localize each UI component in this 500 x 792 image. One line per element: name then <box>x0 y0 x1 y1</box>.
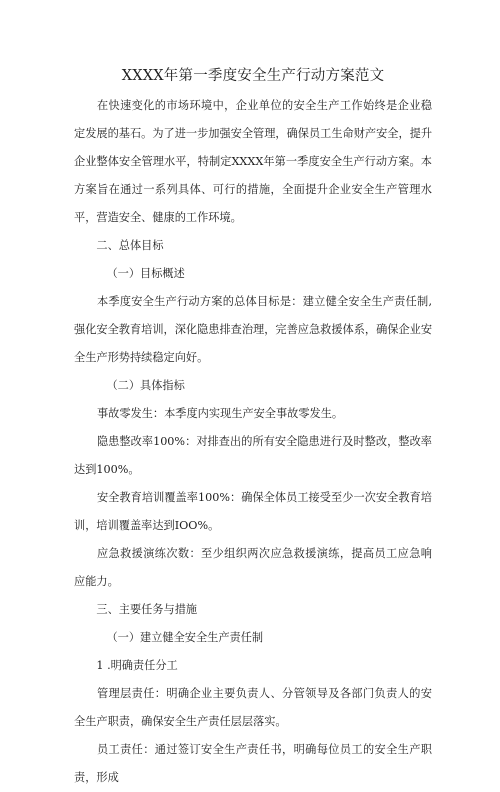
management-responsibility-paragraph: 管理层责任：明确企业主要负责人、分管领导及各部门负责人的安全生产职责，确保安全生产责任层层落实。 <box>74 687 432 728</box>
employee-responsibility-paragraph: 员工责任：通过签订安全生产责任书，明确每位员工的安全生产职责，形成 <box>74 743 432 784</box>
indicator-emergency-drills: 应急救援演练次数：至少组织两次应急救援演练，提高员工应急响应能力。 <box>74 547 432 588</box>
section-3-heading: 三、主要任务与措施 <box>96 603 198 616</box>
indicator-zero-accident: 事故零发生：本季度内实现生产安全事故零发生。 <box>96 407 344 420</box>
section-2-heading: 二、总体目标 <box>96 239 164 252</box>
section-3-1-heading: （一）建立健全安全生产责任制 <box>106 631 264 644</box>
item-heading-responsibility: 1 .明确责任分工 <box>96 659 178 672</box>
intro-paragraph: 在快速变化的市场环境中，企业单位的安全生产工作始终是企业稳定发展的基石。为了进一步加强安全管理，确保员工生命财产安全，提升企业整体安全管理水平，特制定XXXX年第一季度安全生产行动方案。本方案旨在通过一系列具体、可行的措施，全面提升企业安全生产管理水平，营造安全、健康的工作环境。 <box>74 99 433 224</box>
section-2-2-heading: （二）具体指标 <box>106 379 185 392</box>
document-title: XXXX年第一季度安全生产行动方案范文 <box>121 68 385 84</box>
indicator-training-coverage: 安全教育培训覆盖率100%：确保全体员工接受至少一次安全教育培训，培训覆盖率达到IOO%。 <box>74 491 432 532</box>
indicator-hazard-rectification: 隐患整改率100%：对排查出的所有安全隐患进行及时整改，整改率达到100%。 <box>74 435 432 476</box>
objective-overview-paragraph: 本季度安全生产行动方案的总体目标是：建立健全安全生产责任制,强化安全教育培训，深化隐患排查治理，完善应急救援体系，确保企业安全生产形势持续稳定向好。 <box>74 295 433 364</box>
section-2-1-heading: （一）目标概述 <box>106 267 185 280</box>
